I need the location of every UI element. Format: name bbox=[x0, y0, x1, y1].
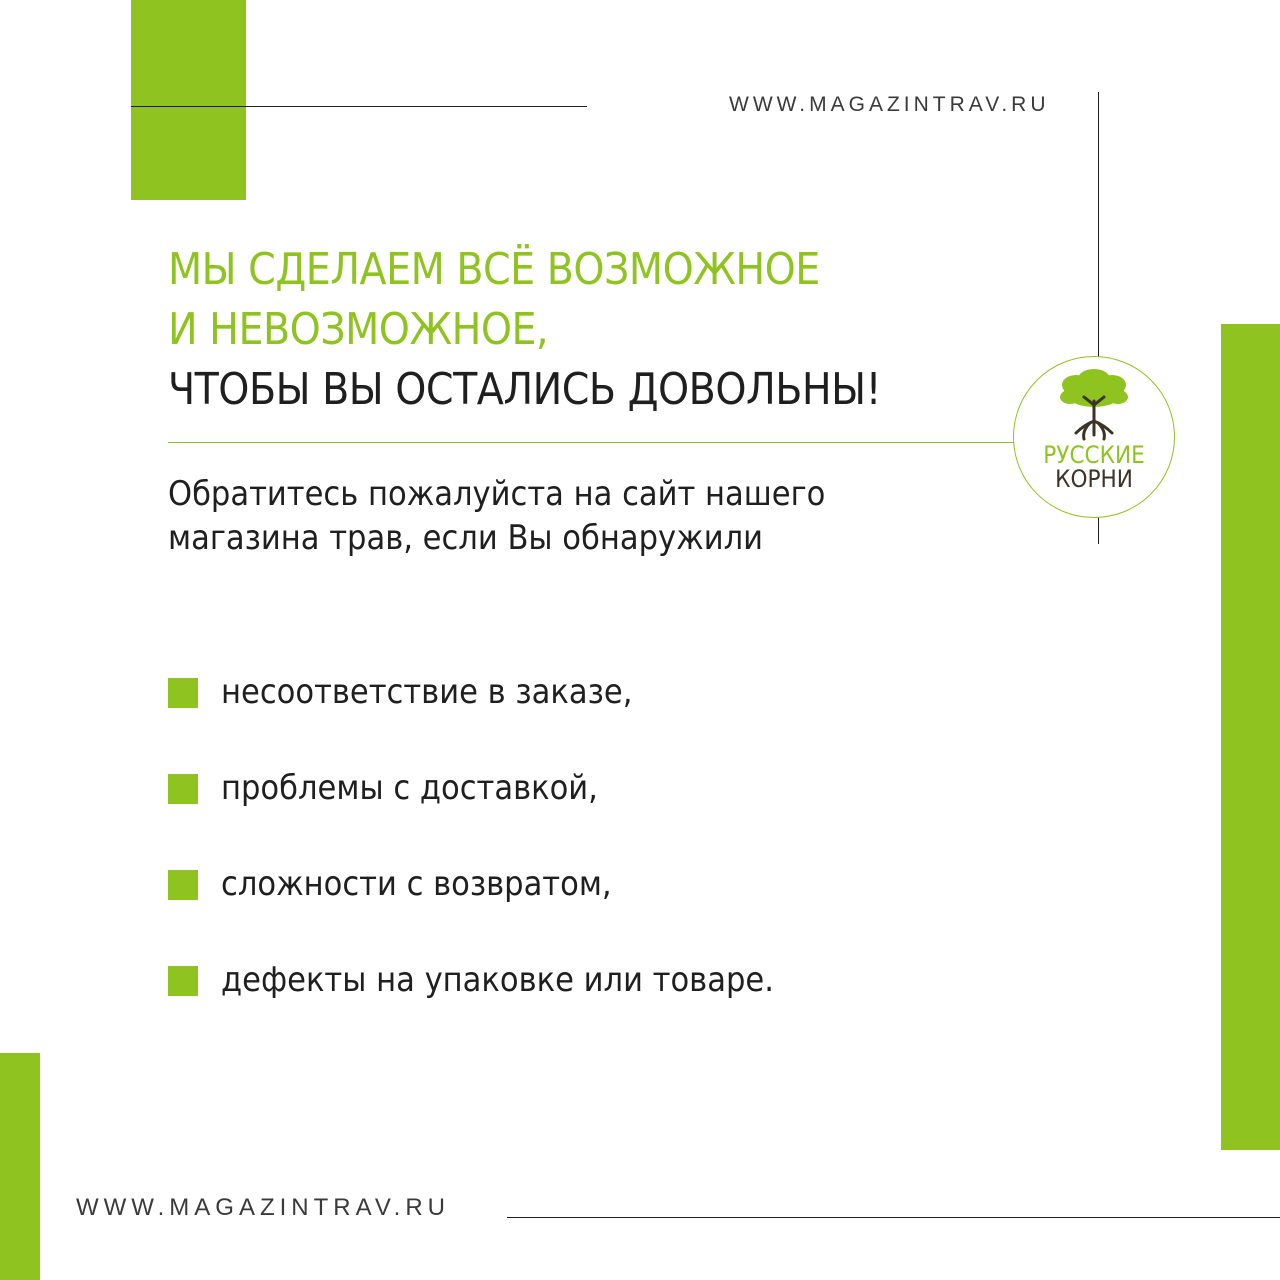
bullet-square-icon bbox=[168, 678, 198, 708]
headline-line-1: МЫ СДЕЛАЕМ ВСЁ ВОЗМОЖНОЕ bbox=[168, 244, 820, 295]
list-item-text: дефекты на упаковке или товаре. bbox=[221, 960, 774, 1000]
headline-line-2: И НЕВОЗМОЖНОЕ, bbox=[168, 304, 549, 355]
logo-text-line-1: РУССКИЕ bbox=[1043, 441, 1145, 469]
bullet-square-icon bbox=[168, 774, 198, 804]
bullet-square-icon bbox=[168, 966, 198, 996]
list-item bbox=[168, 760, 928, 856]
issue-list bbox=[168, 664, 928, 1048]
list-item bbox=[168, 664, 928, 760]
list-item bbox=[168, 952, 928, 1048]
intro-line-1: Обратитесь пожалуйста на сайт нашего bbox=[168, 474, 826, 514]
tree-icon bbox=[1014, 357, 1174, 447]
intro-text bbox=[168, 472, 928, 560]
brand-logo bbox=[1013, 356, 1175, 518]
intro-line-2: магазина трав, если Вы обнаружили bbox=[168, 518, 763, 558]
headline-line-3: ЧТОБЫ ВЫ ОСТАЛИСЬ ДОВОЛЬНЫ! bbox=[168, 364, 881, 415]
bullet-square-icon bbox=[168, 870, 198, 900]
site-url-bottom[interactable]: WWW.MAGAZINTRAV.RU bbox=[76, 1194, 450, 1221]
site-url-top[interactable]: WWW.MAGAZINTRAV.RU bbox=[729, 93, 1050, 116]
accent-block-top-left bbox=[131, 0, 246, 200]
accent-bar-bottom-left bbox=[0, 1053, 40, 1280]
list-item-text: сложности с возвратом, bbox=[221, 864, 612, 904]
headline bbox=[168, 240, 1028, 420]
top-divider-line bbox=[131, 106, 587, 107]
logo-text-line-2: КОРНИ bbox=[1055, 465, 1133, 493]
list-item bbox=[168, 856, 928, 952]
bottom-divider-line bbox=[507, 1217, 1280, 1218]
green-divider-line bbox=[168, 442, 1016, 443]
list-item-text: несоответствие в заказе, bbox=[221, 672, 633, 712]
accent-bar-right bbox=[1221, 324, 1280, 1150]
list-item-text: проблемы с доставкой, bbox=[221, 768, 598, 808]
